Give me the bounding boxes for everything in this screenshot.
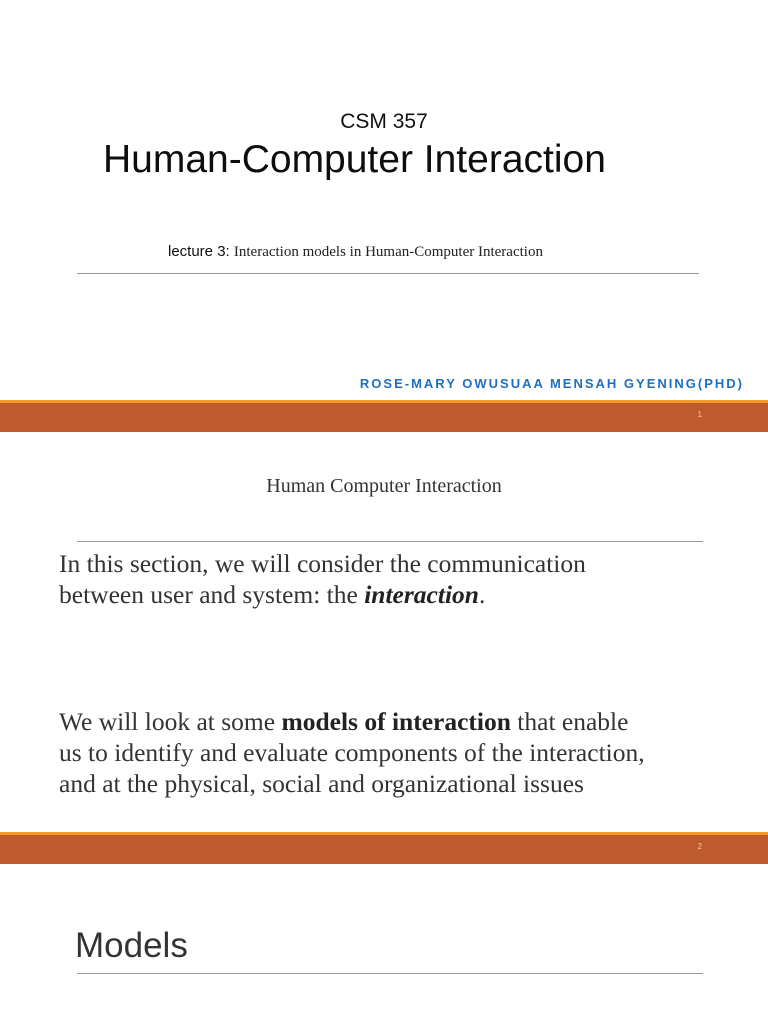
title-divider	[77, 973, 703, 974]
slide-heading: Human Computer Interaction	[266, 475, 502, 497]
paragraph-models	[59, 706, 749, 799]
footer-accent-line	[0, 400, 768, 403]
para1-line2-post: .	[478, 580, 486, 609]
slide-1	[0, 0, 768, 400]
subtitle-label: lecture 3:	[168, 243, 230, 260]
page-number: 2	[697, 842, 702, 851]
para1-emphasis: interaction	[364, 580, 479, 609]
author-name: ROSE-MARY OWUSUAA MENSAH GYENING(PHD)	[359, 376, 744, 391]
slide-title: Human-Computer Interaction	[103, 138, 606, 181]
slide-title: Models	[75, 926, 188, 965]
slide-3	[0, 864, 768, 1024]
course-code: CSM 357	[340, 110, 428, 133]
para2-line3: and at the physical, social and organizational issues	[59, 769, 584, 798]
footer-accent-line	[0, 832, 768, 835]
slide-footer-band-1	[0, 400, 768, 432]
heading-divider	[77, 541, 703, 542]
paragraph-interaction	[59, 548, 749, 610]
subtitle-text: Interaction models in Human-Computer Interaction	[233, 244, 543, 260]
title-divider	[77, 273, 699, 274]
para2-post: that enable	[510, 707, 629, 736]
slide-2	[0, 432, 768, 832]
slide-footer-band-2	[0, 832, 768, 864]
para2-line2: us to identify and evaluate components of the interaction,	[59, 738, 645, 767]
slide-subtitle	[168, 243, 543, 261]
para2-pre: We will look at some	[59, 707, 282, 736]
page-number: 1	[697, 410, 702, 419]
para1-line2-pre: between user and system: the	[59, 580, 365, 609]
para2-bold: models of interaction	[281, 707, 511, 736]
para1-line1: In this section, we will consider the communication	[59, 549, 586, 578]
